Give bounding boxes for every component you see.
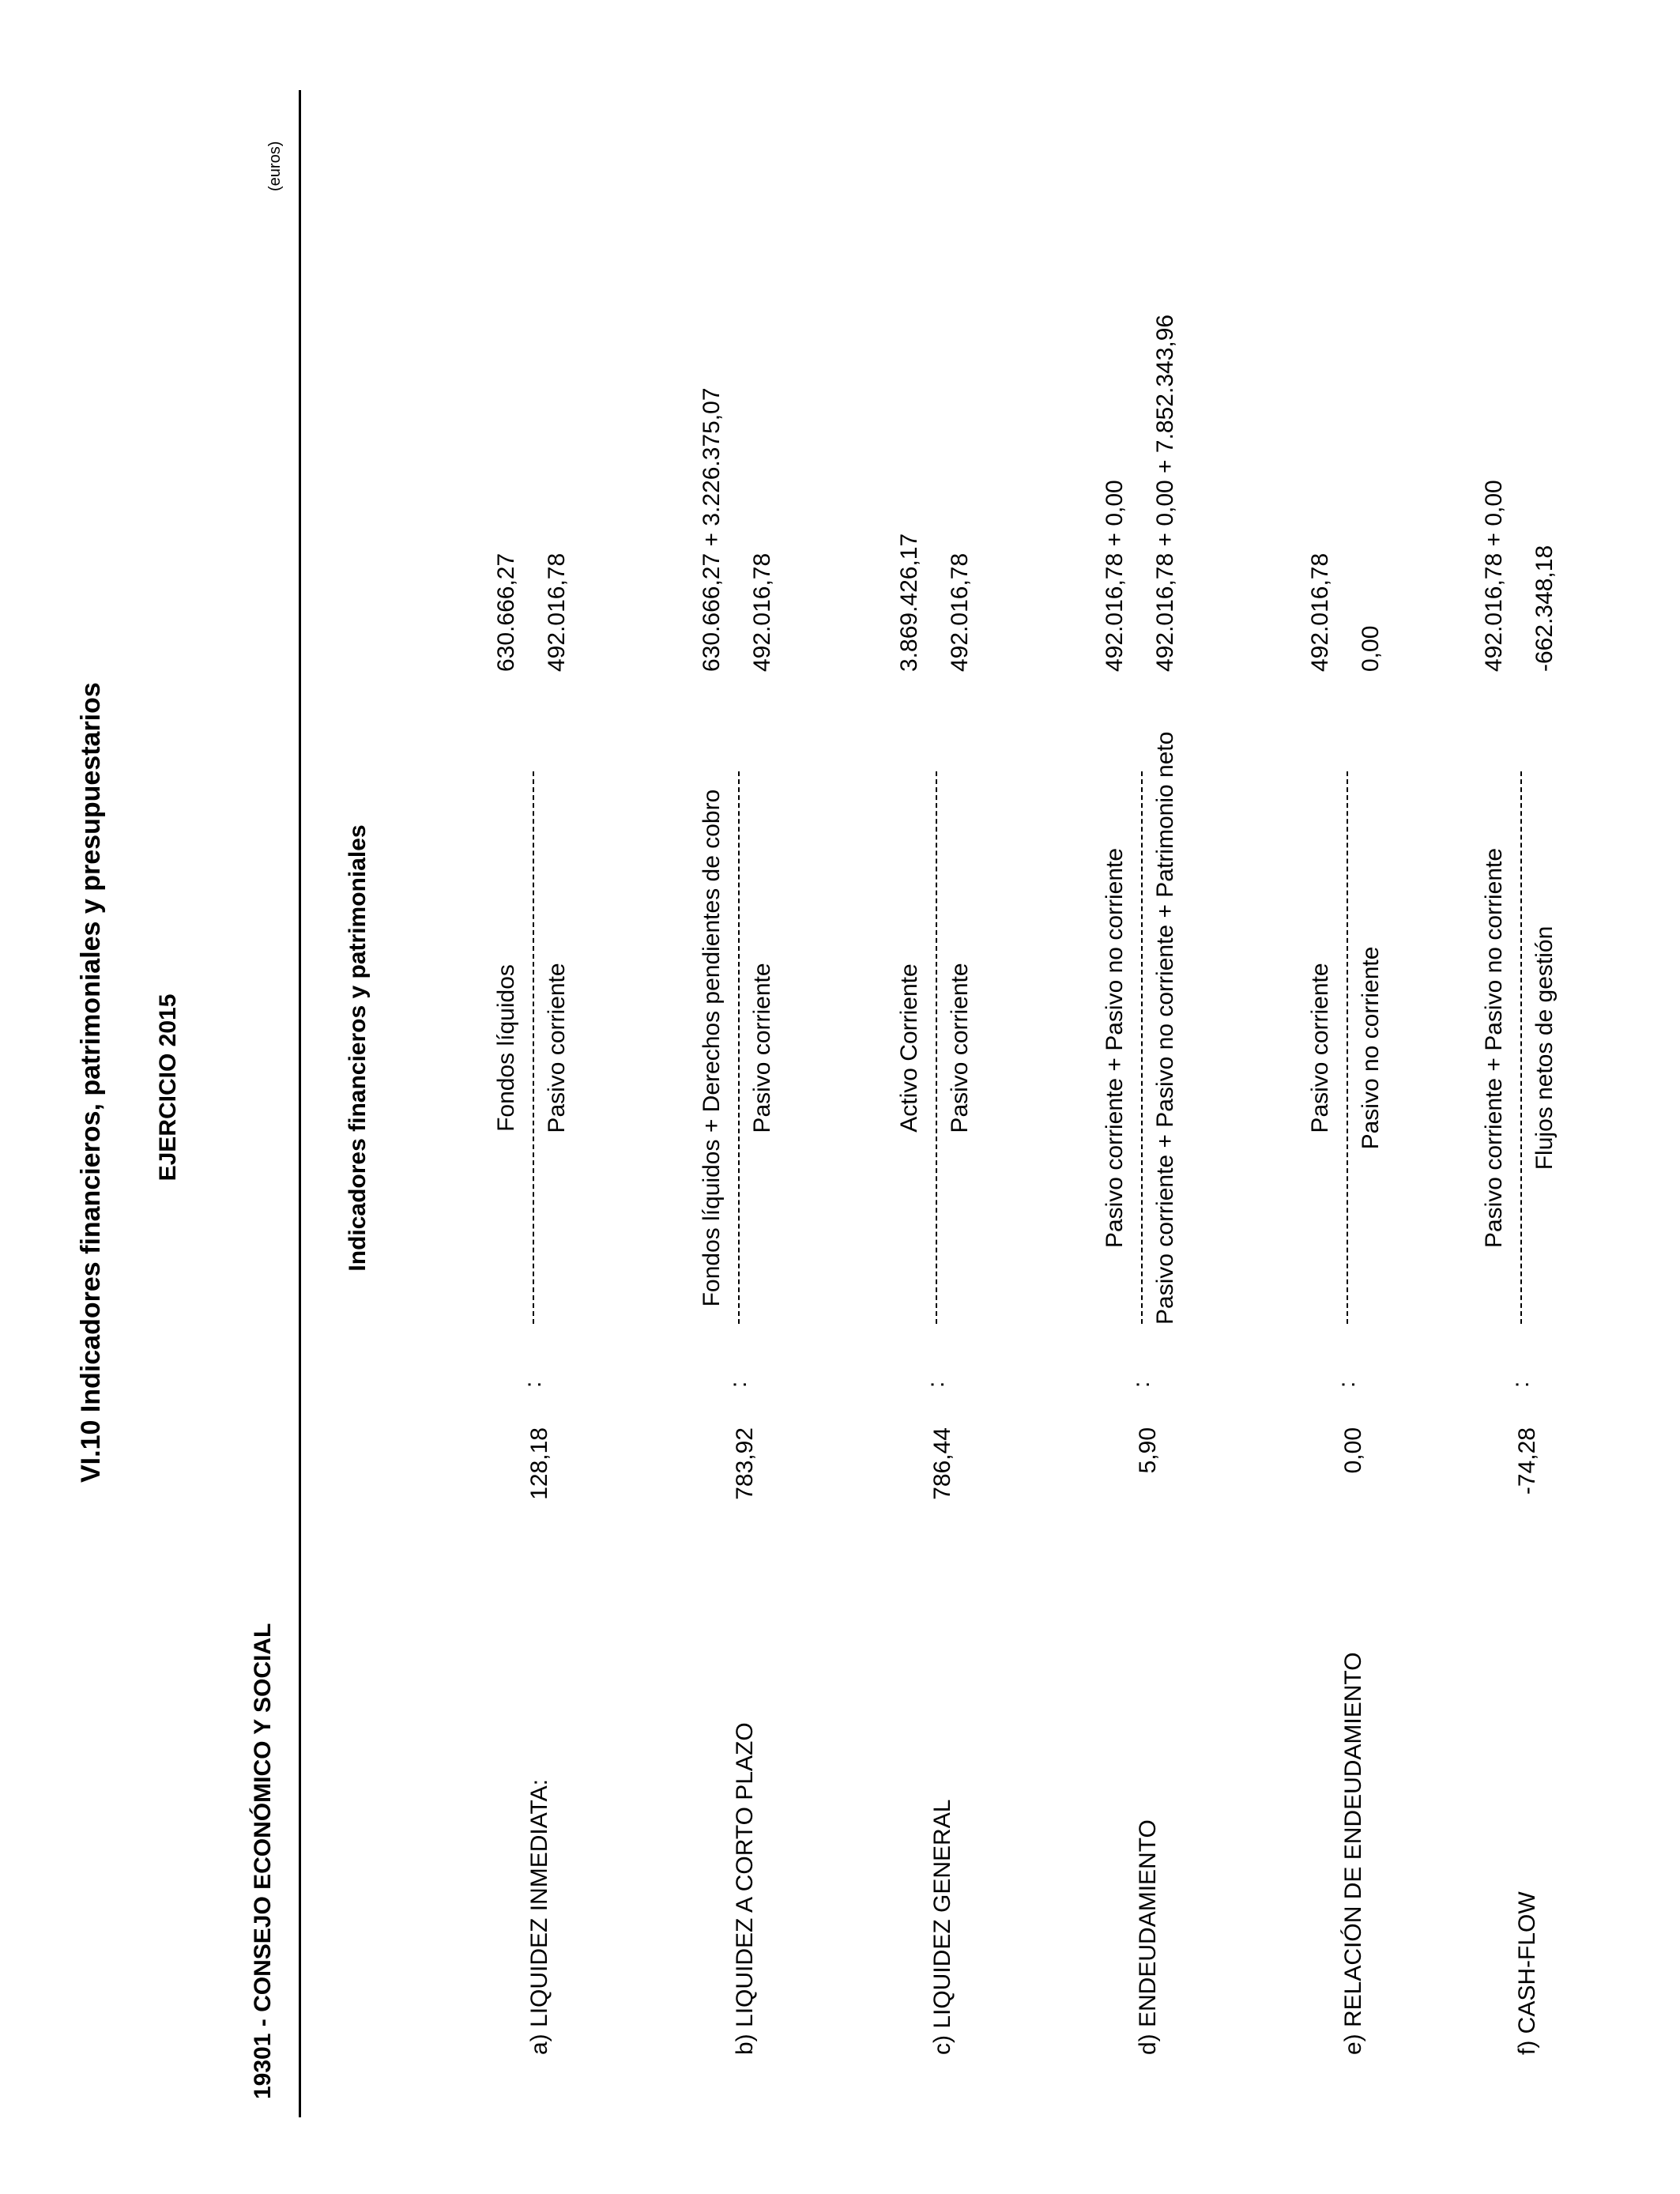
numerator-values: 630.666,27 + 3.226.375,07	[699, 387, 725, 672]
fraction-line	[738, 771, 740, 1324]
denominator-formula: Flujos netos de gestión	[1531, 925, 1558, 1171]
indicator-label: c) LIQUIDEZ GENERAL	[929, 1799, 955, 2055]
indicator-colon: :	[1508, 1381, 1534, 1388]
denominator-values: 492.016,78	[749, 552, 775, 672]
indicator-label: f) CASH-FLOW	[1514, 1891, 1540, 2055]
numerator-formula: Activo Corriente	[896, 963, 922, 1133]
indicator-colon: :	[725, 1381, 751, 1388]
denominator-formula: Pasivo corriente + Pasivo no corriente + Patrimonio neto	[1152, 731, 1178, 1325]
indicator-colon: :	[1334, 1381, 1360, 1388]
numerator-values: 630.666,27	[493, 552, 519, 672]
indicator-colon: :	[1128, 1381, 1155, 1388]
numerator-formula: Fondos líquidos + Derechos pendientes de cobro	[699, 789, 725, 1307]
indicator-value: 0,00	[1340, 1427, 1366, 1474]
denominator-formula: Pasivo corriente	[947, 963, 973, 1133]
report-title: VI.10 Indicadores financieros, patrimoniales y presupuestarios	[76, 682, 106, 1483]
indicator-value: 783,92	[732, 1427, 758, 1500]
indicator-value: 786,44	[929, 1427, 955, 1500]
indicator-value: 128,18	[526, 1427, 552, 1500]
numerator-formula: Pasivo corriente + Pasivo no corriente	[1481, 847, 1507, 1249]
indicator-label: d) ENDEUDAMIENTO	[1135, 1819, 1161, 2055]
fraction-line	[533, 771, 534, 1324]
indicator-label: b) LIQUIDEZ A CORTO PLAZO	[732, 1722, 758, 2055]
numerator-values: 492.016,78	[1307, 552, 1333, 672]
numerator-formula: Pasivo corriente	[1307, 963, 1333, 1133]
indicator-value: 5,90	[1135, 1427, 1161, 1474]
units-label: (euros)	[266, 141, 284, 191]
denominator-values: -662.348,18	[1531, 545, 1558, 672]
denominator-values: 492.016,78	[947, 552, 973, 672]
denominator-values: 492.016,78	[544, 552, 570, 672]
fraction-line	[1141, 771, 1143, 1324]
numerator-values: 3.869.426,17	[896, 533, 922, 672]
numerator-formula: Pasivo corriente + Pasivo no corriente	[1102, 847, 1128, 1249]
section-heading: Indicadores financieros y patrimoniales	[345, 824, 371, 1272]
indicator-colon: :	[923, 1381, 949, 1388]
numerator-formula: Fondos líquidos	[493, 964, 519, 1132]
denominator-values: 492.016,78 + 0,00 + 7.852.343,96	[1152, 314, 1178, 672]
indicator-value: -74,28	[1514, 1427, 1540, 1495]
entity-name: 19301 - CONSEJO ECONÓMICO Y SOCIAL	[250, 1623, 276, 2099]
fraction-line	[1520, 771, 1522, 1324]
denominator-formula: Pasivo corriente	[544, 963, 570, 1133]
denominator-formula: Pasivo corriente	[749, 963, 775, 1133]
indicator-label: a) LIQUIDEZ INMEDIATA:	[526, 1779, 552, 2055]
header-rule	[299, 90, 301, 2117]
numerator-values: 492.016,78 + 0,00	[1102, 480, 1128, 672]
indicator-colon: :	[520, 1381, 546, 1388]
fraction-line	[1347, 771, 1348, 1324]
denominator-formula: Pasivo no corriente	[1358, 946, 1384, 1150]
fraction-line	[936, 771, 937, 1324]
denominator-values: 0,00	[1358, 625, 1384, 672]
fiscal-year: EJERCICIO 2015	[155, 993, 181, 1182]
numerator-values: 492.016,78 + 0,00	[1481, 480, 1507, 672]
indicator-label: e) RELACIÓN DE ENDEUDAMIENTO	[1340, 1652, 1366, 2055]
